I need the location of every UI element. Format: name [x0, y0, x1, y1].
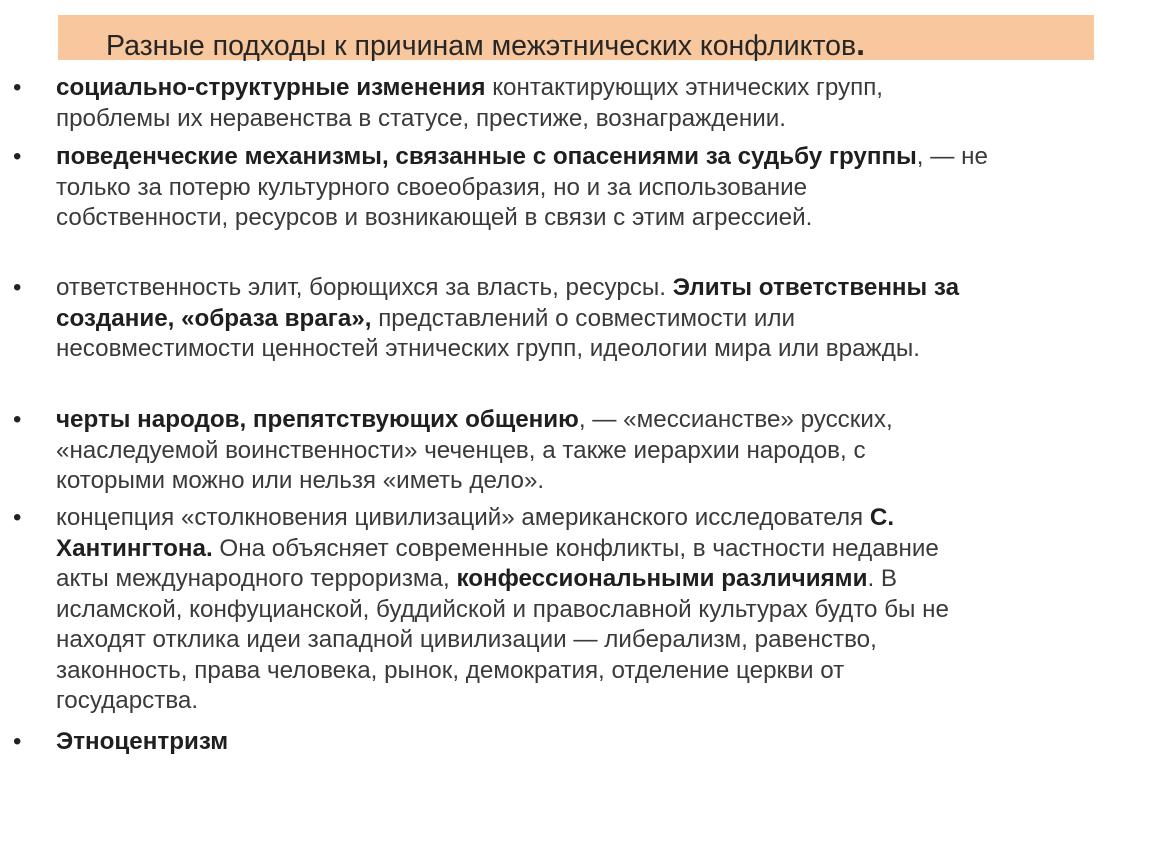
text-line [56, 142, 1141, 173]
bold-text-segment: черты народов, препятствующих общению [56, 406, 579, 433]
text-segment: проблемы их неравенства в статусе, престиже, вознаграждении. [56, 104, 786, 132]
list-item-text [56, 73, 1141, 134]
text-line [56, 625, 1141, 656]
bold-text-segment: Элиты ответственны за [672, 274, 960, 301]
text-line [56, 304, 1141, 335]
text-line [56, 686, 1141, 717]
text-segment: контактирующих этнических групп, [485, 74, 884, 101]
text-line [56, 104, 1141, 135]
bullet-marker: • [13, 504, 22, 531]
bold-text-segment: С. [869, 504, 895, 531]
bullet-marker: • [13, 74, 22, 101]
list-item-text [56, 503, 1141, 717]
bullet-marker: • [13, 143, 22, 170]
bullet-marker: • [13, 728, 22, 755]
list-item-text [56, 405, 1141, 497]
bold-text-segment: Этноцентризм [56, 728, 229, 755]
text-segment: Она объясняет современные конфликты, в частности недавние [212, 534, 939, 562]
text-line [56, 203, 1141, 234]
text-segment: «наследуемой воинственности» чеченцев, а также иерархии народов, с [56, 436, 866, 464]
text-line [56, 405, 1141, 436]
text-segment: концепция «столкновения цивилизаций» американского исследователя [56, 504, 870, 531]
text-segment: ответственность элит, борющихся за власть, ресурсы. [56, 274, 673, 301]
text-segment: исламской, конфуцианской, буддийской и православной культурах будто бы не [56, 595, 949, 623]
bold-text-segment: поведенческие механизмы, связанные с опасениями за судьбу группы [56, 143, 917, 170]
bullet-marker: • [13, 406, 22, 433]
text-line [56, 73, 1141, 104]
text-segment: , — не [916, 143, 988, 170]
text-segment: государства. [56, 687, 199, 714]
text-segment: только за потерю культурного своеобразия, но и за использование [56, 173, 808, 201]
text-segment: законность, права человека, рынок, демократия, отделение церкви от [56, 656, 845, 684]
bold-text-segment: создание, «образа врага», [56, 304, 372, 332]
text-line [56, 436, 1141, 467]
text-segment: находят отклика идеи западной цивилизации — либерализм, равенство, [56, 626, 877, 653]
text-line [56, 564, 1141, 595]
text-line [56, 273, 1141, 304]
text-segment: несовместимости ценностей этнических групп, идеологии мира или вражды. [56, 335, 920, 362]
slide-title [106, 28, 865, 62]
text-line [56, 656, 1141, 687]
text-line [56, 334, 1141, 365]
text-segment: собственности, ресурсов и возникающей в связи с этим агрессией. [56, 204, 813, 231]
list-item-text [56, 273, 1141, 365]
list-item-text [56, 727, 1141, 758]
slide-title-text: Разные подходы к причинам межэтнических конфликтов [106, 30, 857, 62]
bullet-marker: • [13, 274, 22, 301]
text-segment: . В [867, 565, 898, 592]
bold-text-segment: Хантингтона. [56, 534, 213, 562]
text-line [56, 503, 1141, 534]
text-line [56, 173, 1141, 204]
text-line [56, 727, 1141, 758]
bold-text-segment: социально-структурные изменения [56, 74, 486, 101]
text-segment: акты международного терроризма, [56, 565, 457, 592]
text-line [56, 595, 1141, 626]
text-segment: , — «мессианстве» русских, [578, 406, 893, 433]
bold-text-segment: конфессиональными различиями [456, 565, 868, 592]
text-line [56, 534, 1141, 565]
text-segment: которыми можно или нельзя «иметь дело». [56, 467, 545, 494]
text-line [56, 466, 1141, 497]
list-item-text [56, 142, 1141, 234]
slide-title-dot: . [856, 26, 866, 62]
text-segment: представлений о совместимости или [371, 304, 796, 332]
